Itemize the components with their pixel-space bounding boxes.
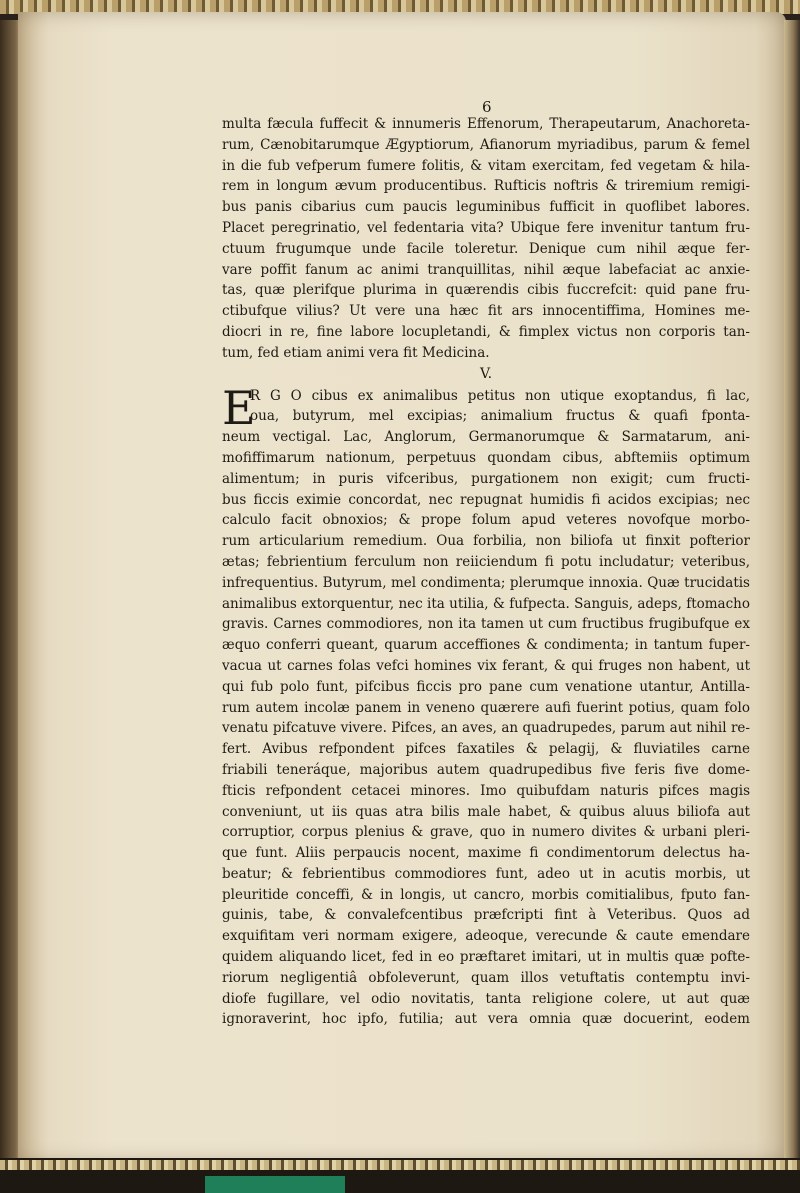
text-line: vacua ut carnes folas vefci homines vix ferant, & qui fruges non habent, ut [222, 657, 750, 674]
text-line: vare poffit fanum ac animi tranquillitas, nihil æque labefaciat ac anxie- [222, 261, 750, 278]
text-line: ctuum frugumque unde facile toleretur. Denique cum nihil æque fer- [222, 240, 750, 257]
text-line: multa fæcula fuffecit & innumeris Effenorum, Therapeutarum, Anachoreta- [222, 116, 750, 132]
text-line: Placet peregrinatio, vel fedentaria vita? Ubique fere invenitur tantum fru- [222, 219, 750, 236]
section-numeral: V. [479, 365, 493, 382]
text-line: pleuritide conceffi, & in longis, ut cancro, morbis comitialibus, fputo fan- [222, 886, 750, 903]
text-line: fert. Avibus refpondent pifces faxatiles & pelagij, & fluviatiles carne [222, 741, 750, 758]
text-line-last: tum, fed etiam animi vera fit Medicina. [222, 344, 490, 361]
text-line: bus panis cibarius cum paucis leguminibus fufficit in quoflibet labores. [222, 199, 750, 216]
text-line: neum vectigal. Lac, Anglorum, Germanorumque & Sarmatarum, ani- [222, 429, 750, 446]
page-text [222, 100, 750, 1030]
page-bottom-edge [0, 1158, 800, 1193]
text-line: quidem aliquando licet, fed in eo præftaret imitari, ut in multis quæ pofte- [222, 949, 750, 966]
text-line: beatur; & febrientibus commodiores funt, adeo ut in acutis morbis, ut [222, 865, 750, 882]
text-line: rem in longum ævum producentibus. Rufticis noftris & triremium remigi- [222, 178, 750, 195]
text-line: conveniunt, ut iis quas atra bilis male habet, & quibus aluus biliofa aut [222, 803, 750, 820]
text-line: æquo conferri queant, quarum acceffiones & condimenta; in tantum fuper- [222, 637, 750, 654]
text-line: fticis refpondent cetacei minores. Imo quibufdam naturis pifces magis [222, 782, 750, 799]
text-line: riorum negligentiâ obfoleverunt, quam illos vetuftatis contemptu invi- [222, 969, 750, 986]
text-line: alimentum; in puris vifceribus, purgationem non exigit; cum fructi- [222, 470, 750, 487]
paragraph-1 [222, 114, 750, 364]
text-line: exquifitam veri normam exigere, adeoque, verecunde & caute emendare [222, 928, 750, 945]
text-line: ignoraverint, hoc ipfo, futilia; aut vera omnia quæ docuerint, eodem [222, 1011, 750, 1028]
text-line: gravis. Carnes commodiores, non ita tamen ut cum fructibus frugibufque ex [222, 616, 750, 633]
text-line: que funt. Aliis perpaucis nocent, maxime fi condimentorum delectus ha- [222, 845, 750, 862]
text-line: ctibufque vilius? Ut vere una hæc fit ars innocentiffima, Homines me- [222, 303, 750, 320]
green-ribbon [205, 1176, 345, 1193]
text-line: bus ficcis eximie concordat, nec repugnat humidis fi acidos excipias; nec [222, 491, 750, 508]
text-line: rum, Cænobitarumque Ægyptiorum, Afianorum myriadibus, parum & femel [222, 136, 750, 153]
text-line: guinis, tabe, & convalefcentibus præfcripti fint à Veteribus. Quos ad [222, 907, 750, 924]
text-line: qui fub polo funt, pifcibus ficcis pro pane cum venatione utantur, Antilla- [222, 678, 750, 695]
text-line: corruptior, corpus plenius & grave, quo in numero divites & urbani pleri- [222, 824, 750, 841]
text-line: ætas; febrientium ferculum non reiiciendum fi potu includatur; veteribus, [222, 553, 750, 570]
text-line: oua, butyrum, mel excipias; animalium fructus & quafi fponta- [250, 408, 750, 425]
text-line: R G O cibus ex animalibus petitus non utique exoptandus, fi lac, [250, 387, 750, 404]
text-line: diofe fugillare, vel odio novitatis, tanta religione colere, ut aut quæ [222, 990, 750, 1007]
page-number: 6 [482, 98, 492, 116]
paragraph-2 [222, 380, 750, 1031]
text-line: calculo facit obnoxios; & prope folum apud veteres novofque morbo- [222, 512, 750, 529]
text-line: friabili teneráque, majoribus autem quadrupedibus five feris five dome- [222, 761, 750, 778]
text-line: rum articularium remedium. Oua forbilia, non biliofa ut finxit pofterior [222, 533, 750, 550]
text-line: infrequentius. Butyrum, mel condimenta; plerumque innoxia. Quæ trucidatis [222, 574, 750, 591]
text-line: tas, quæ plerifque plurima in quærendis cibis fuccrefcit: quid pane fru- [222, 282, 750, 299]
text-line: mofiffimarum nationum, perpetuus quondam cibus, abftemiis optimum [222, 449, 750, 466]
text-line: animalibus extorquentur, nec ita utilia, & fufpecta. Sanguis, adeps, ftomacho [222, 595, 750, 612]
text-line: venatu pifcatuve vivere. Pifces, an aves, an quadrupedes, parum aut nihil re- [222, 720, 750, 737]
page-right-rim [784, 20, 800, 1160]
text-line: rum autem incolæ panem in veneno quærere aufi fuerint potius, quam folo [222, 699, 750, 716]
text-line: diocri in re, fine labore locupletandi, & fimplex victus non corporis tan- [222, 323, 750, 340]
drop-capital: E [222, 380, 256, 435]
text-line: in die fub vefperum fumere folitis, & vitam exercitam, fed vegetam & hila- [222, 157, 750, 174]
